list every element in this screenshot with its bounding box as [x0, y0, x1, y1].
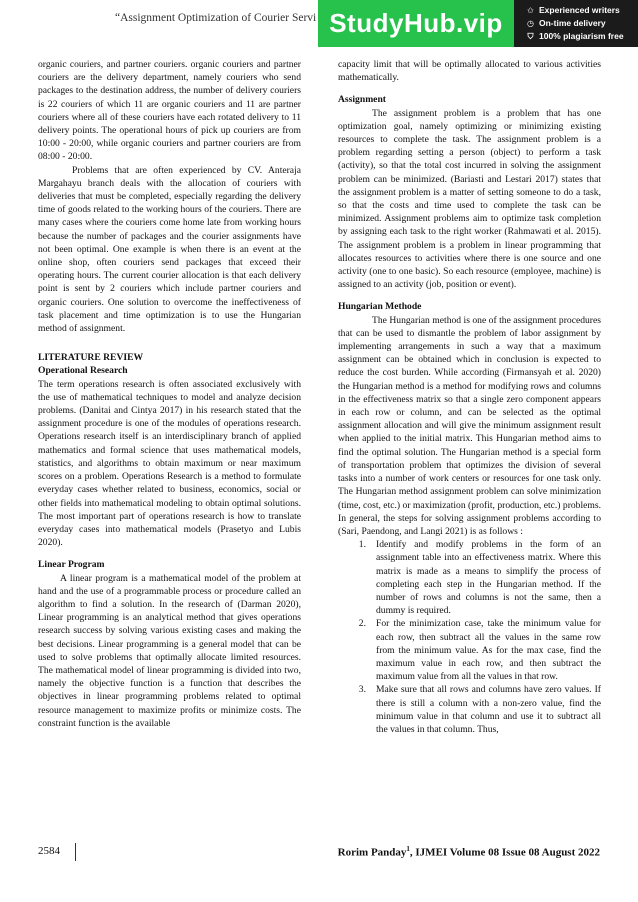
step-number: 1.	[358, 539, 366, 551]
studyhub-logo[interactable]: StudyHub.vip	[318, 0, 514, 47]
step-text: For the minimization case, take the minimum value for each row, then subtract all the values in the same row from the minimum value. As for the max case, find the maximum value in each row, and then subtract the maximum value from all the values in that row.	[376, 618, 601, 683]
linear-program-paragraph: A linear program is a mathematical model of the problem at hand and the use of a programmable process or procedure called an algorithm to find a solution. In the research of (Darman 2020), Linear programming is an analytical method that gives operations research success by solving various existing cases and making the best decisions. Linear programming is a general model that can be used to solve problems that optimally allocate limited resources. The mathematical model of linear programming is divided into two, namely the objective function is a function that describes the objectives in linear programming problems related to optimal resource management to maximize profits or minimize costs. The constraint function is the available	[38, 572, 301, 729]
intro-paragraph: organic couriers, and partner couriers. organic couriers and partner couriers are the delivery department, namely couriers who send packages to the destination address, the number of delivery couriers is 22 couriers of which 11 are organic couriers and 11 are partner couriers where all of these couriers have each rotated delivery to 11 delivery points. The operational hours of pick up couriers are from 10:00 - 20:00, while organic couriers and partner couriers are from 08:00 - 20:00.	[38, 59, 301, 163]
continuation-paragraph: capacity limit that will be optimally allocated to various activities mathematically.	[338, 59, 601, 84]
citation-author: Rorim Panday	[337, 846, 407, 859]
step-text: Make sure that all rows and columns have zero values. If there is still a column with a non-zero value, find the minimum value in that column and use it to subtract all the values in that column. Thus,	[376, 684, 601, 735]
feature-label: 100% plagiarism free	[539, 31, 624, 41]
studyhub-banner[interactable]	[318, 0, 638, 47]
footer-citation	[338, 845, 600, 859]
citation-superscript: 1	[406, 845, 410, 853]
operational-research-paragraph: The term operations research is often associated exclusively with the use of mathematical techniques to model and analyze decision problems. (Danitai and Cintya 2017) in his research stated that the assignment procedure is one of the modules of operations research. Operations research itself is an interdisciplinary branch of applied mathematics and formal science that uses mathematical models, statistics, and algorithms to obtain maximum or near maximum scores on a problem. Operations Research is a method to formulate everyday cases whether related to business, economics, social or other fields into mathematical modeling to obtain optimal solutions. The most important part of operations research is how to translate everyday cases into mathematical models (Prasetyo and Lubis 2020).	[38, 378, 301, 549]
feature-experienced-writers	[526, 4, 624, 17]
clock-icon: ◷	[527, 19, 534, 28]
page-number: 2584	[38, 845, 60, 857]
section-title-literature-review: LITERATURE REVIEW	[38, 352, 144, 364]
shield-icon: ⛉	[527, 32, 534, 41]
list-item	[338, 617, 601, 683]
page-footer	[38, 843, 600, 861]
problem-paragraph: Problems that are often experienced by CV. Anteraja Margahayu branch deals with the allocation of couriers with deliveries that must be completed, especially regarding the delivery time of goods related to the working hours of the couriers. There are many cases where the couriers come home late from working hours because the number of packages and the courier assignments have not been optimal. One example is when there is an event at the online shop, often couriers send packages that exceed their operating hours. The current courier allocation is that each delivery point is sent by 2 couriers which include partner couriers and organic couriers. One solution to overcome the ineffectiveness of task placement and time optimization is to use the Hungarian method of assignment.	[38, 164, 301, 335]
citation-journal: , IJMEI Volume 08 Issue 08 August 2022	[409, 846, 600, 859]
feature-label: Experienced writers	[539, 5, 620, 15]
banner-features	[514, 4, 624, 43]
subsection-title-operational-research: Operational Research	[38, 365, 128, 377]
footer-divider	[75, 843, 76, 861]
subsection-title-linear-program: Linear Program	[38, 559, 105, 571]
star-icon: ✩	[527, 6, 534, 15]
step-text: Identify and modify problems in the form of an assignment table into an effectiveness matrix. Where this matrix is made as a means to simplify the process of completing each step in the Hungarian method. If the number of rows and columns is not the same, then a dummy is required.	[376, 539, 601, 617]
right-column	[338, 58, 601, 736]
feature-on-time-delivery	[526, 17, 624, 30]
hungarian-paragraph: The Hungarian method is one of the assignment procedures that can be used to dismantle the problem of labor assignment by implementing arrangements in such a way that a maximum assignment can be obtained which in conclusion is expected to reduce the cost burden. While according (Firmansyah et al. 2020) the Hungarian method is a method for modifying rows and columns in the effectiveness matrix so that a single zero component appears in each row or column, and can be selected as the optimal assignment allocation and will give the minimum assignment result when applied to the initial matrix. This Hungarian method aims to find the optimal solution. The Hungarian method is a special form of transportation problem that optimizes the division of several tasks into a number of work centers or resources for one task only. The Hungarian method assignment problem can solve minimization (time, cost, etc.) or maximization (profit, production, etc.) problems. In general, the steps for solving assignment problems according to (Sari, Paendong, and Langi 2021) is as follows :	[338, 314, 601, 537]
subsection-title-hungarian-methode: Hungarian Methode	[338, 301, 422, 313]
feature-plagiarism-free	[526, 30, 624, 43]
subsection-title-assignment: Assignment	[338, 94, 386, 106]
left-column	[38, 58, 301, 730]
feature-label: On-time delivery	[539, 18, 606, 28]
steps-list	[338, 538, 601, 736]
step-number: 3.	[358, 684, 366, 696]
list-item	[338, 538, 601, 617]
list-item	[338, 683, 601, 736]
step-number: 2.	[358, 618, 366, 630]
running-header: “Assignment Optimization of Courier Servi	[115, 12, 317, 24]
assignment-paragraph: The assignment problem is a problem that has one optimization goal, namely optimizing or minimizing existing resources to complete the task. The assignment problem is a problem regarding setting a person (object) to perform a task (activity), so that the total cost incurred in solving the assignment problem can be minimized. (Bariasti and Lestari 2017) states that the assignment problem is a matter of setting someone to do a task, so that the costs and time used to complete the task can be minimized. Assignment problems aim to optimize task completion by assigning each task to the right worker (Rahmawati et al. 2015). The assignment problem is a problem in linear programming that allocates resources to activities where there is one source and one activity (one to one basic). So each resource (employee, machine) is assigned to an activity (job, position or event).	[338, 107, 601, 291]
